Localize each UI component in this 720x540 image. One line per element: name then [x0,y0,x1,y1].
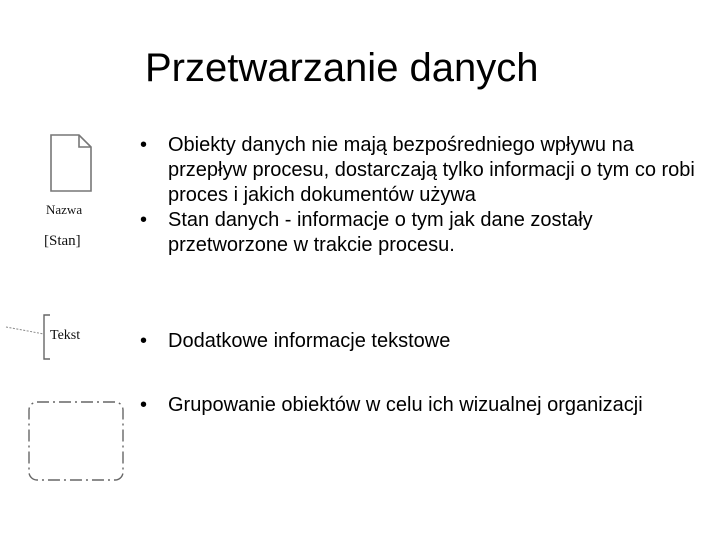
text-annotation-icon [4,312,52,362]
bullet-text: Obiekty danych nie mają bezpośredniego wpływu na przepływ procesu, dostarczają tylko informacji o tym co robi proces i jakich dokumentów używa [168,134,695,206]
bullet-item [140,329,700,354]
bullet-icon: • [140,330,148,352]
bullet-item [140,133,700,208]
bullet-text: Grupowanie obiektów w celu ich wizualnej organizacji [168,394,643,416]
bullet-group-annotation [140,329,700,354]
bullet-item [140,393,700,418]
bullet-group-grouping [140,393,700,418]
bullet-icon: • [140,134,148,156]
data-object-state-label: [Stan] [44,233,81,249]
bullet-icon: • [140,209,148,231]
group-icon [27,400,127,484]
bullet-icon: • [140,394,148,416]
bullet-group-data-objects [140,133,700,258]
text-annotation-label: Tekst [50,328,81,343]
slide-title: Przetwarzanie danych [145,46,539,90]
bullet-text: Dodatkowe informacje tekstowe [168,330,451,352]
data-object-icon [48,132,94,194]
bullet-item [140,208,700,258]
bullet-text: Stan danych - informacje o tym jak dane zostały przetworzone w trakcie procesu. [168,209,593,256]
data-object-name-label: Nazwa [46,202,83,217]
